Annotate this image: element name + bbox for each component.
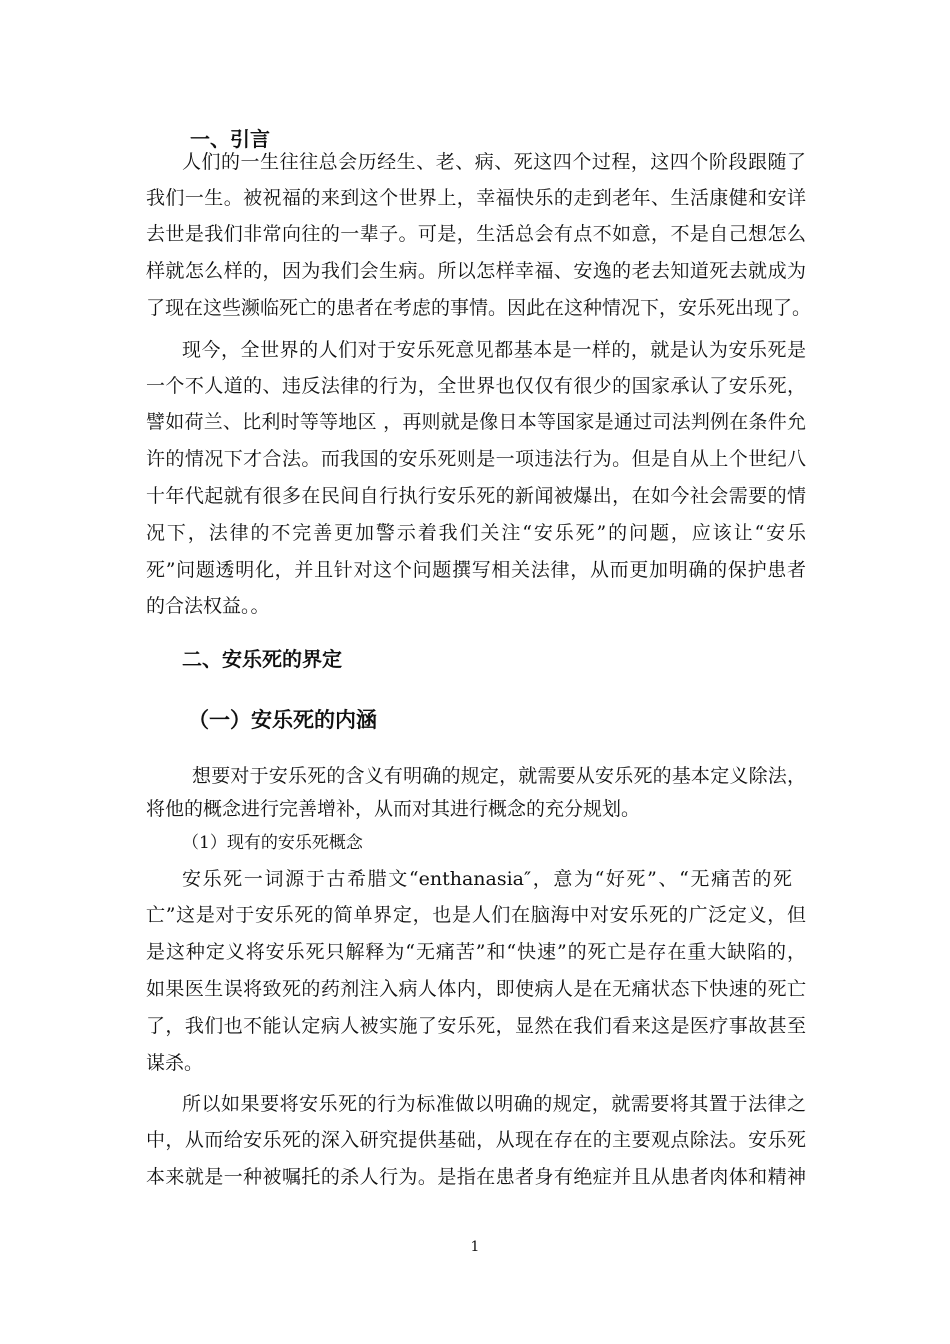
subheading-existing-concept: （1）现有的安乐死概念 <box>182 833 363 853</box>
subheading-connotation: （一）安乐死的内涵 <box>188 708 377 732</box>
page-number: 1 <box>470 1239 480 1255</box>
text-line: 我们一生。被祝福的来到这个世界上，幸福快乐的走到老年、生活康健和安详 <box>146 187 806 209</box>
text-line: 谋杀。 <box>146 1052 204 1074</box>
text-line: 本来就是一种被嘱托的杀人行为。是指在患者身有绝症并且从患者肉体和精神 <box>146 1166 806 1188</box>
heading-introduction: 一、引言 <box>190 127 270 151</box>
text-line: 中，从而给安乐死的深入研究提供基础，从现在存在的主要观点除法。安乐死 <box>146 1129 806 1151</box>
text-line: 了，我们也不能认定病人被实施了安乐死，显然在我们看来这是医疗事故甚至 <box>146 1015 806 1037</box>
text-line: 死”问题透明化，并且针对这个问题撰写相关法律，从而更加明确的保护患者 <box>146 559 806 581</box>
text-line: 样就怎么样的，因为我们会生病。所以怎样幸福、安逸的老去知道死去就成为 <box>146 260 806 282</box>
text-line: 十年代起就有很多在民间自行执行安乐死的新闻被爆出，在如今社会需要的情 <box>146 485 806 507</box>
text-line: 一个不人道的、违反法律的行为，全世界也仅仅有很少的国家承认了安乐死， <box>146 375 806 397</box>
text-line: 将他的概念进行完善增补，从而对其进行概念的充分规划。 <box>146 798 641 820</box>
text-line: 的合法权益。。 <box>146 595 270 617</box>
text-line: 是这种定义将安乐死只解释为“无痛苦”和“快速”的死亡是存在重大缺陷的， <box>146 941 806 963</box>
text-line: 许的情况下才合法。而我国的安乐死则是一项违法行为。但是自从上个世纪八 <box>146 448 806 470</box>
text-line: 去世是我们非常向往的一辈子。可是，生活总会有点不如意，不是自己想怎么 <box>146 223 806 245</box>
text-line: 亡”这是对于安乐死的简单界定，也是人们在脑海中对安乐死的广泛定义，但 <box>146 904 806 926</box>
text-line: 想要对于安乐死的含义有明确的规定，就需要从安乐死的基本定义除法， <box>192 765 806 787</box>
text-line: 所以如果要将安乐死的行为标准做以明确的规定，就需要将其置于法律之 <box>182 1093 806 1115</box>
text-line: 安乐死一词源于古希腊文“enthanasia″，意为“好死”、“无痛苦的死 <box>182 868 792 890</box>
heading-definition: 二、安乐死的界定 <box>182 647 342 671</box>
text-line: 譬如荷兰、比利时等等地区 ，再则就是像日本等国家是通过司法判例在条件允 <box>146 411 806 433</box>
text-line: 况下，法律的不完善更加警示着我们关注“安乐死”的问题，应该让“安乐 <box>146 522 806 544</box>
text-line: 现今，全世界的人们对于安乐死意见都基本是一样的，就是认为安乐死是 <box>182 339 806 361</box>
text-line: 了现在这些濒临死亡的患者在考虑的事情。因此在这种情况下，安乐死出现了。 <box>146 297 812 319</box>
text-line: 人们的一生往往总会历经生、老、病、死这四个过程，这四个阶段跟随了 <box>182 151 806 173</box>
text-line: 如果医生误将致死的药剂注入病人体内，即使病人是在无痛状态下快速的死亡 <box>146 978 806 1000</box>
